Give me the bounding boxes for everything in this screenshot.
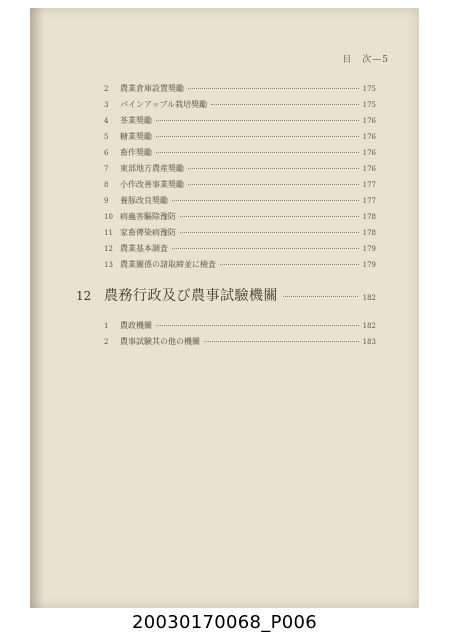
entry-number: 11 [104,229,113,237]
chapter-number: 12 [76,289,92,303]
toc-entry [104,228,376,238]
dot-leader [188,88,359,89]
entry-number: 2 [104,338,109,346]
entry-number: 12 [104,245,113,253]
entry-page: 178 [362,213,376,221]
toc-entry [104,84,376,94]
toc-entry [104,321,376,331]
entry-title: 茶業獎勵 [120,116,152,125]
entry-number: 2 [104,85,109,93]
entry-title: 農業倉庫設置獎勵 [120,84,184,93]
entry-number: 1 [104,322,109,330]
chapter-heading [76,288,376,306]
entry-title: 農事試驗其の他の機關 [120,337,200,346]
entry-title: 糖業獎勵 [120,132,152,141]
dot-leader [188,184,359,185]
toc-entry [104,100,376,110]
entry-page: 175 [362,85,376,93]
dot-leader [156,136,359,137]
entry-page: 183 [362,338,376,346]
archive-caption: 20030170068_P006 [132,612,317,633]
book-page [30,8,419,608]
entry-page: 179 [362,261,376,269]
entry-title: 東部地方農産獎勵 [120,164,184,173]
toc-entry [104,132,376,142]
entry-number: 9 [104,197,109,205]
dot-leader [172,200,359,201]
toc-entry [104,148,376,158]
entry-title: 農政機關 [120,321,152,330]
dot-leader [220,264,359,265]
dot-leader [211,104,359,105]
table-of-contents [30,8,419,608]
entry-page: 176 [362,117,376,125]
entry-number: 4 [104,117,109,125]
entry-page: 178 [362,229,376,237]
dot-leader [180,232,359,233]
entry-page: 175 [362,101,376,109]
entry-number: 7 [104,165,109,173]
toc-entry [104,260,376,270]
toc-entry [104,164,376,174]
dot-leader [188,168,359,169]
entry-page: 177 [362,197,376,205]
entry-page: 176 [362,149,376,157]
page-header: 目 次—5 [342,55,389,65]
dot-leader [156,325,359,326]
dot-leader [180,216,359,217]
dot-leader [156,152,359,153]
dot-leader [204,341,359,342]
toc-entry [104,116,376,126]
entry-number: 8 [104,181,109,189]
entry-page: 182 [362,322,376,330]
toc-entry [104,196,376,206]
entry-page: 177 [362,181,376,189]
entry-title: パインアップル栽培獎勵 [120,100,208,109]
entry-page: 179 [362,245,376,253]
chapter-page: 182 [362,294,376,302]
dot-leader [156,120,359,121]
dot-leader [172,248,359,249]
toc-entry [104,180,376,190]
entry-number: 6 [104,149,109,157]
entry-number: 5 [104,133,109,141]
entry-title: 小作改善事業獎勵 [120,180,184,189]
entry-title: 農業基本調査 [120,244,168,253]
entry-title: 畜作獎勵 [120,148,152,157]
entry-title: 養豚改良獎勵 [120,196,168,205]
entry-title: 農業關係の諸取締並に檢査 [120,260,216,269]
toc-entry [104,212,376,222]
entry-page: 176 [362,133,376,141]
entry-title: 家畜傳染病豫防 [120,228,176,237]
entry-number: 3 [104,101,109,109]
toc-entry [104,244,376,254]
entry-title: 病蟲害驅除豫防 [120,212,176,221]
entry-page: 176 [362,165,376,173]
chapter-title: 農務行政及び農事試驗機關 [104,288,278,304]
entry-number: 13 [104,261,113,269]
toc-entry [104,337,376,347]
entry-number: 10 [104,213,113,221]
dot-leader [283,296,358,297]
